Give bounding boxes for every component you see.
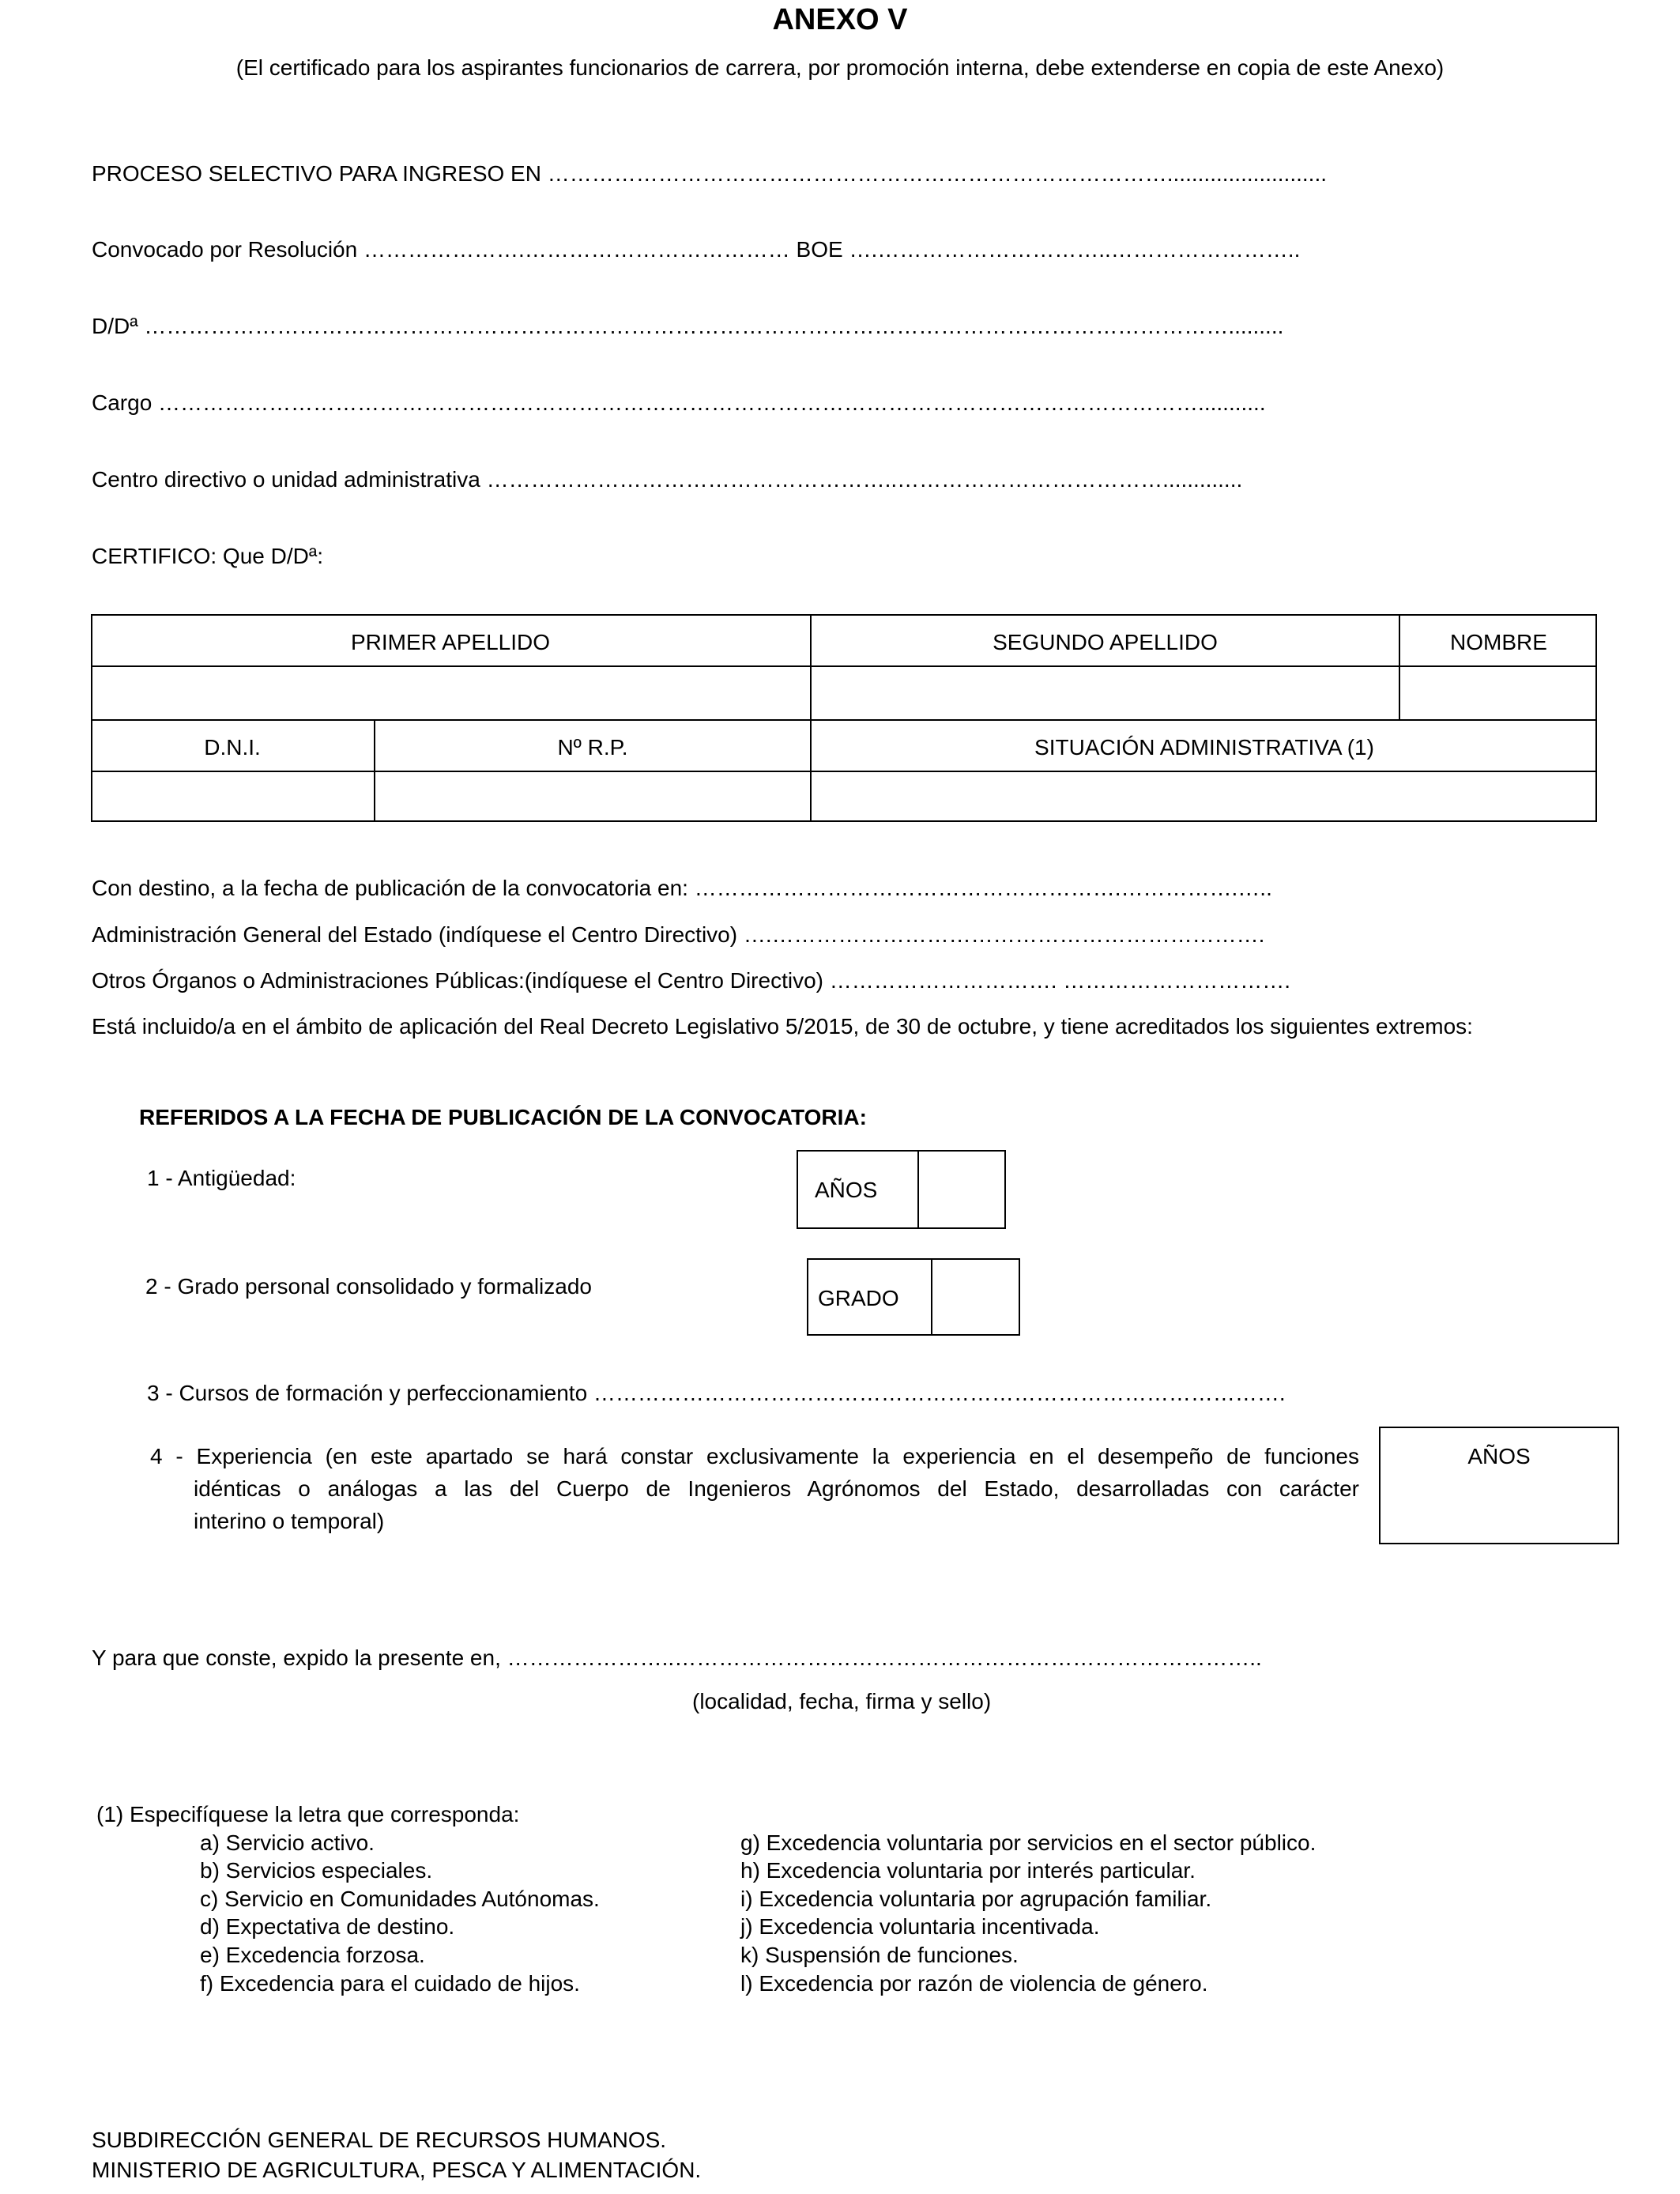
grado-box-label: GRADO [818,1286,899,1310]
footnote-item: k) Suspensión de funciones. [740,1943,1019,1967]
item-experiencia-line2: idénticas o análogas a las del Cuerpo de Ingenieros Agrónomos del Estado, desarrolladas con carácter [194,1476,1359,1501]
header-situacion: SITUACIÓN ADMINISTRATIVA (1) [1034,735,1374,760]
input-dni[interactable] [92,772,372,820]
header-nombre: NOMBRE [1450,630,1547,654]
footnote-item: e) Excedencia forzosa. [200,1943,425,1967]
footnote-item: f) Excedencia para el cuidado de hijos. [200,1971,580,1996]
footer-ministry: MINISTERIO DE AGRICULTURA, PESCA Y ALIMENTACIÓN. [92,2158,702,2182]
item-grado: 2 - Grado personal consolidado y formalizado [145,1274,592,1299]
item-cursos: 3 - Cursos de formación y perfeccionamiento …………………………………………………………………………………. [147,1381,1286,1405]
footer-department: SUBDIRECCIÓN GENERAL DE RECURSOS HUMANOS. [92,2128,667,2152]
input-situacion[interactable] [812,772,1595,820]
footnote-item: d) Expectativa de destino. [200,1914,455,1939]
footnote-item: b) Servicios especiales. [200,1858,433,1883]
footnote-item: l) Excedencia por razón de violencia de género. [740,1971,1208,1996]
footnote-item: a) Servicio activo. [200,1830,375,1855]
antiguedad-input[interactable] [919,1152,1004,1227]
page-title: ANEXO V [772,3,908,36]
grado-input[interactable] [932,1260,1019,1334]
ambito-line: Está incluido/a en el ámbito de aplicación del Real Decreto Legislativo 5/2015, de 30 de octubre, y tiene acreditados los siguientes extremos: [92,1014,1473,1039]
header-segundo-apellido: SEGUNDO APELLIDO [993,630,1218,654]
input-nrp[interactable] [375,772,808,820]
destino-age-line: Administración General del Estado (indíquese el Centro Directivo) ….…………………………………………………………. [92,922,1265,947]
destino-otros-line: Otros Órganos o Administraciones Públicas:(indíquese el Centro Directivo) …………………………. …………………………. [92,968,1291,993]
item-experiencia-line1: 4 - Experiencia (en este apartado se hará constar exclusivamente la experiencia en el desempeño de funciones [150,1444,1359,1468]
footnote-item: h) Excedencia voluntaria por interés particular. [740,1858,1196,1883]
footnote-item: j) Excedencia voluntaria incentivada. [740,1914,1100,1939]
header-nrp: Nº R.P. [557,735,628,760]
input-segundo-apellido[interactable] [812,667,1397,718]
footnote-item: i) Excedencia voluntaria por agrupación familiar. [740,1887,1212,1911]
field-dd: D/Dª …………………………………………………………………………………………………………………………………......... [92,314,1284,338]
footnote-item: g) Excedencia voluntaria por servicios en el sector público. [740,1830,1317,1855]
closing-line: Y para que conste, expido la presente en, …………………..…………………………………………………………………….. [92,1646,1262,1670]
page-subtitle: (El certificado para los aspirantes funcionarios de carrera, por promoción interna, debe extenderse en copia de este Anexo) [235,55,1445,80]
input-nombre[interactable] [1400,667,1595,718]
closing-note: (localidad, fecha, firma y sello) [692,1689,992,1713]
referidos-heading: REFERIDOS A LA FECHA DE PUBLICACIÓN DE LA CONVOCATORIA: [139,1105,867,1129]
header-primer-apellido: PRIMER APELLIDO [350,630,551,654]
item-antiguedad: 1 - Antigüedad: [147,1166,296,1190]
field-centro: Centro directivo o unidad administrativa ………………………………………………..………………………………............. [92,467,1243,492]
certifico-label: CERTIFICO: Que D/Dª: [92,544,324,568]
item-experiencia-line3: interino o temporal) [194,1509,385,1533]
field-proceso: PROCESO SELECTIVO PARA INGRESO EN ………………………………………………………………………….......................... [92,161,1327,186]
footnote-heading: (1) Especifíquese la letra que corresponda: [96,1802,520,1826]
antiguedad-box-label: AÑOS [815,1178,878,1202]
footnote-item: c) Servicio en Comunidades Autónomas. [200,1887,600,1911]
field-convocado: Convocado por Resolución ………………….……………………………… BOE ….…………………………..…………………….. [92,237,1301,262]
field-cargo: Cargo ……………………………………………………………………………………………………………………………........... [92,390,1266,415]
experiencia-box-label: AÑOS [1467,1444,1531,1468]
header-dni: D.N.I. [204,735,261,760]
destino-line: Con destino, a la fecha de publicación de la convocatoria en: ………………………………………………….…………….….. [92,876,1272,900]
input-primer-apellido[interactable] [92,667,808,718]
